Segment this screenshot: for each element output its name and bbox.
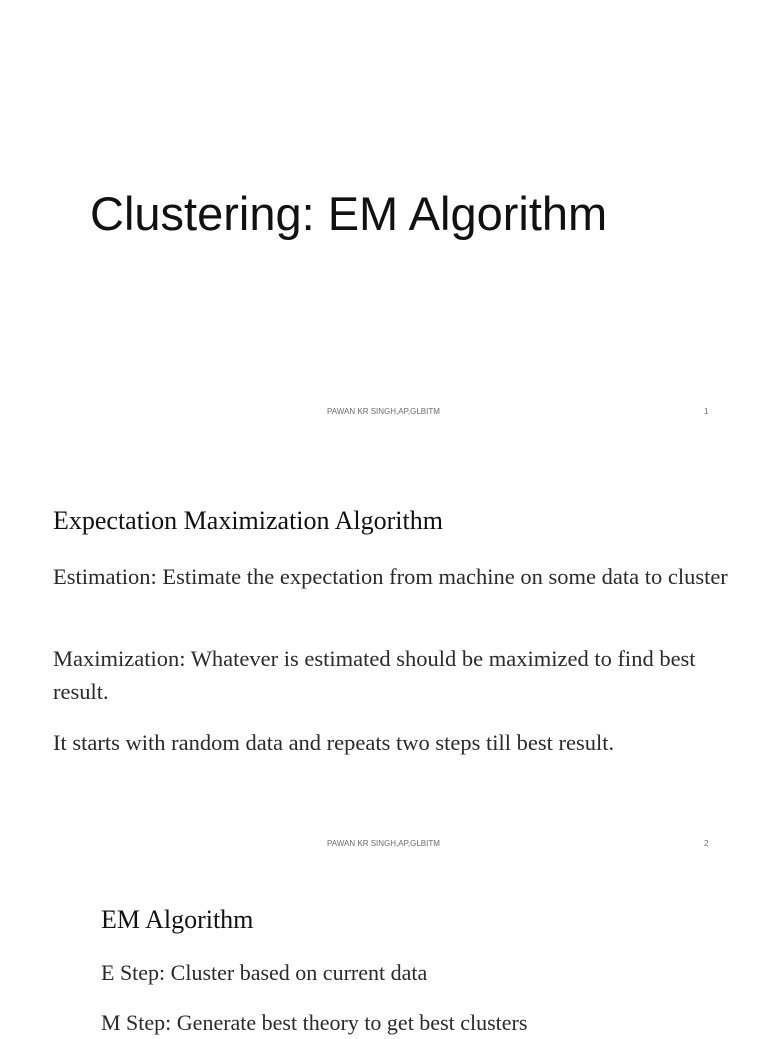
slide-paragraph-maximization: Maximization: Whatever is estimated should be maximized to find best result. xyxy=(53,646,696,704)
slide-heading: Expectation Maximization Algorithm xyxy=(53,506,443,535)
slide-footer-author: PAWAN KR SINGH,AP,GLBITM xyxy=(327,407,440,416)
slide-title: Clustering: EM Algorithm xyxy=(90,187,608,240)
slide-paragraph-estimation: Estimation: Estimate the expectation from machine on some data to cluster xyxy=(53,564,728,589)
slide-3 xyxy=(0,864,768,1035)
slide-page-number: 1 xyxy=(704,407,709,416)
slide-heading: EM Algorithm xyxy=(101,905,254,934)
slide-paragraph-process: It starts with random data and repeats two steps till best result. xyxy=(53,730,615,755)
slide-paragraph-e-step: E Step: Cluster based on current data xyxy=(101,960,428,985)
slide-paragraph-m-step: M Step: Generate best theory to get best clusters xyxy=(101,1010,528,1035)
slide-2 xyxy=(0,432,768,864)
slide-1 xyxy=(0,0,768,432)
slide-footer-author: PAWAN KR SINGH,AP,GLBITM xyxy=(327,839,440,848)
slide-page-number: 2 xyxy=(704,839,709,848)
